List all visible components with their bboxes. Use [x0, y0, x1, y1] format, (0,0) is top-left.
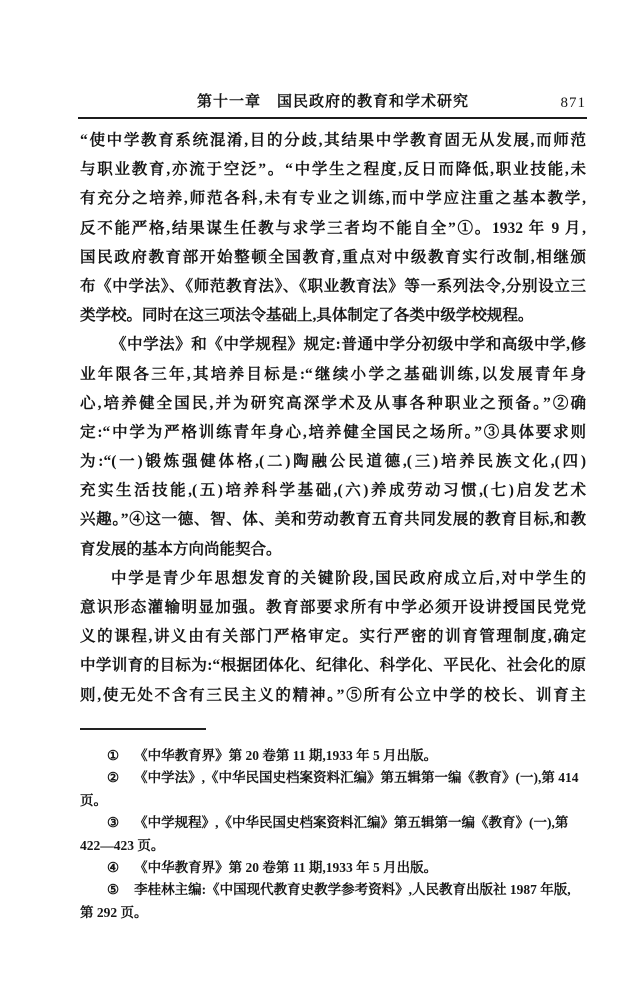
footnote-text: 《中华教育界》第 20 卷第 11 期,1933 年 5 月出版。: [134, 859, 438, 875]
footnote-text: 《中华教育界》第 20 卷第 11 期,1933 年 5 月出版。: [134, 748, 438, 763]
footnote-line: [80, 790, 586, 812]
body-line: 与职业教育,亦流于空泛”。“中学生之程度,反日而降低,职业技能,未: [80, 161, 586, 179]
footnote-line: [80, 902, 586, 924]
body-line: 布《中学法》、《师范教育法》、《职业教育法》等一系列法令,分别设立三: [80, 277, 586, 295]
footnote-text: 页。: [80, 792, 107, 808]
body-line: 充实生活技能,(五)培养科学基础,(六)养成劳动习惯,(七)启发艺术: [80, 482, 586, 500]
footnote-divider: [80, 728, 206, 730]
body-line: 心,培养健全国民,并为研究高深学术及从事各种职业之预备。”②确: [80, 394, 586, 412]
footnote-text: 第 292 页。: [80, 904, 148, 920]
page-number: 871: [560, 95, 586, 111]
footnote-text: 422—423 页。: [80, 837, 165, 853]
body-line: 《中学法》和《中学规程》规定:普通中学分初级中学和高级中学,修: [111, 336, 586, 354]
footnote-marker: ①: [107, 748, 120, 763]
body-line: 意识形态灌输明显加强。教育部要求所有中学必须开设讲授国民党党: [80, 599, 586, 616]
body-line: 国民政府教育部开始整顿全国教育,重点对中级教育实行改制,相继颁: [80, 248, 586, 266]
footnote-text: 《中学法》,《中华民国史档案资料汇编》第五辑第一编《教育》(一),第 414: [134, 770, 579, 786]
body-line: 定:“中学为严格训练青年身心,培养健全国民之场所。”③具体要求则: [80, 423, 586, 441]
body-line: 业年限各三年,其培养目标是:“继续小学之基础训练,以发展青年身: [80, 365, 586, 383]
body-line: 义的课程,讲义由有关部门严格审定。实行严密的训育管理制度,确定: [80, 628, 586, 646]
footnote-line: [80, 745, 586, 767]
running-header: [80, 92, 586, 114]
footnote-text: 李桂林主编:《中国现代教育史教学参考资料》,人民教育出版社 1987 年版,: [134, 882, 571, 898]
header-rule: [78, 117, 587, 119]
body-line: 中学是青少年思想发育的关键阶段,国民政府成立后,对中学生的: [111, 569, 586, 587]
footnote-line: [80, 857, 586, 879]
footnote-marker: ④: [107, 859, 120, 875]
footnote-line: [80, 879, 586, 901]
body-line: “使中学教育系统混淆,目的分歧,其结果中学教育固无从发展,而师范: [80, 132, 586, 149]
body-line: 则,使无处不含有三民主义的精神。”⑤所有公立中学的校长、训育主: [80, 686, 586, 704]
footnotes: [80, 745, 586, 924]
body-line: 为:“(一)锻炼强健体格,(二)陶融公民道德,(三)培养民族文化,(四): [80, 453, 586, 471]
footnote-text: 《中学规程》,《中华民国史档案资料汇编》第五辑第一编《教育》(一),第: [134, 815, 569, 831]
body-line: 反不能严格,结果谋生任教与求学三者均不能自全”①。1932 年 9 月,: [80, 219, 586, 237]
body-text: [80, 126, 586, 710]
body-line: 类学校。同时在这三项法令基础上,具体制定了各类中级学校规程。: [80, 307, 534, 325]
footnote-marker: ⑤: [107, 882, 120, 898]
chapter-title: 第十一章 国民政府的教育和学术研究: [196, 94, 469, 110]
footnote-line: [80, 835, 586, 857]
body-line: 中学训育的目标为:“根据团体化、纪律化、科学化、平民化、社会化的原: [80, 657, 586, 675]
footnote-marker: ②: [107, 770, 120, 786]
body-line: 育发展的基本方向尚能契合。: [80, 540, 282, 558]
body-line: 兴趣。”④这一德、智、体、美和劳动教育五育共同发展的教育目标,和教: [80, 511, 586, 529]
footnote-line: [80, 767, 586, 789]
footnote-marker: ③: [107, 815, 120, 831]
footnote-line: [80, 812, 586, 834]
body-line: 有充分之培养,师范各科,未有专业之训练,而中学应注重之基本教学,: [80, 190, 586, 208]
